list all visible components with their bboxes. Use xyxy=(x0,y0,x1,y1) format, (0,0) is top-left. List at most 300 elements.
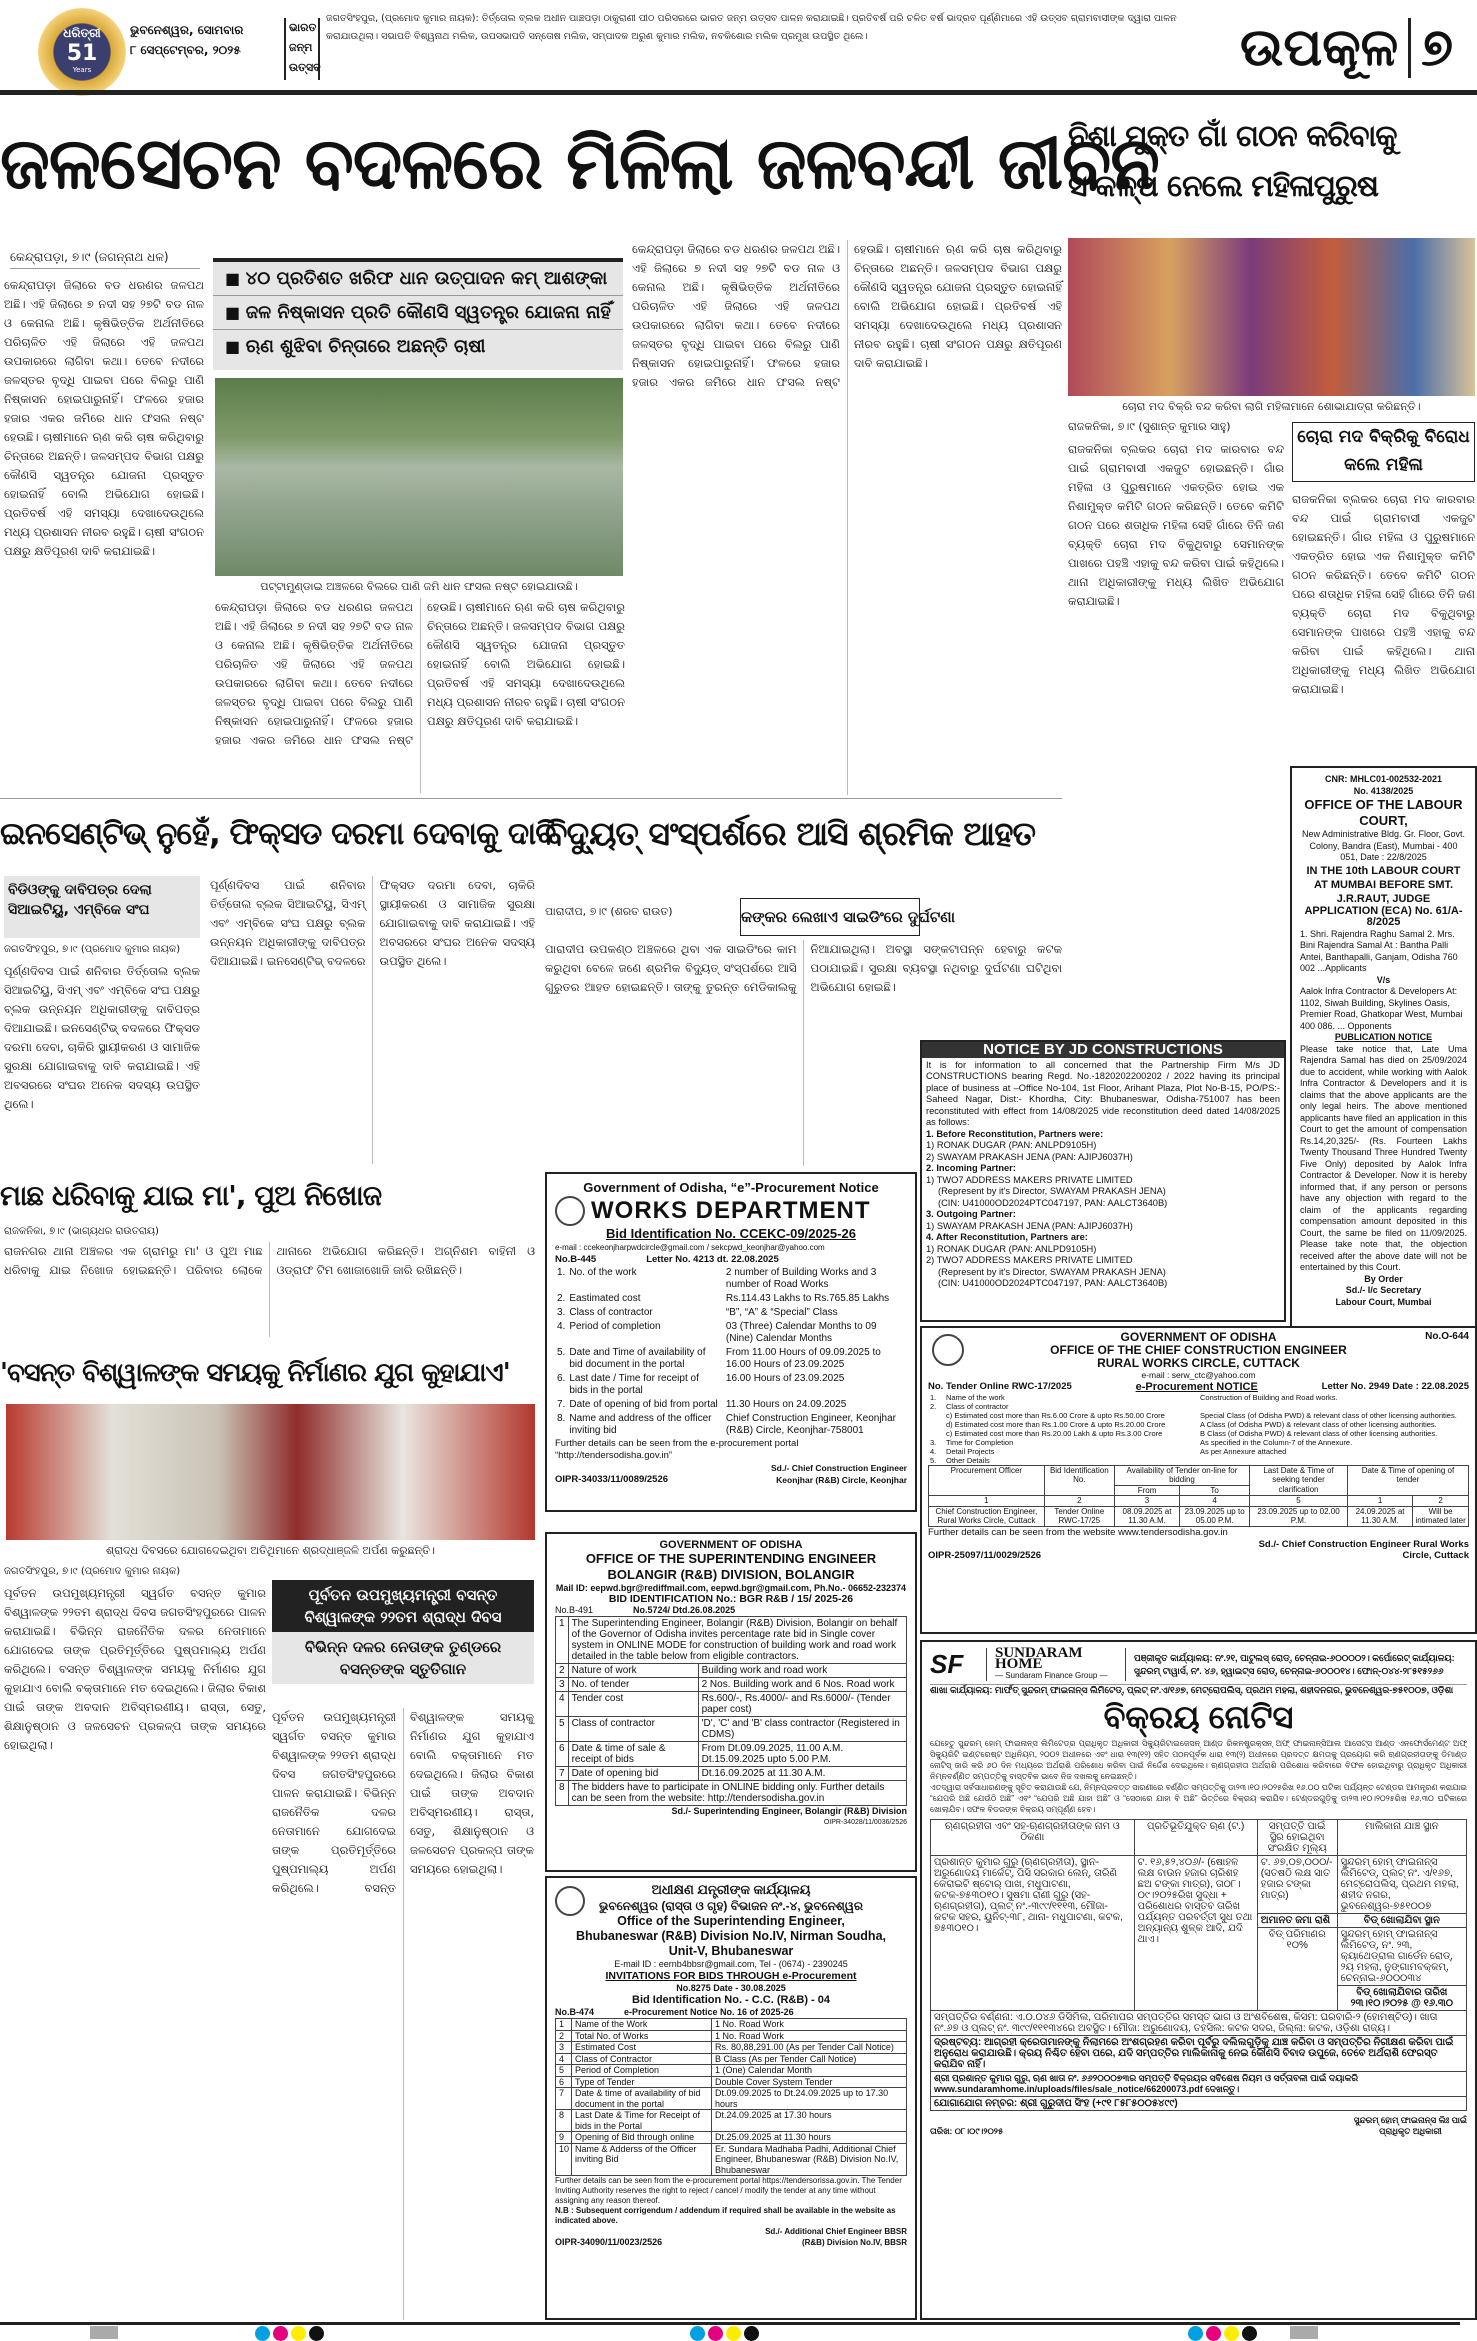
table-cell: Name of the work xyxy=(946,1392,1005,1402)
table-cell: Time for Completion xyxy=(946,1437,1014,1447)
th-inspect: ମାଲିକାନା ଯାଞ୍ଚ ସ୍ଥାନ xyxy=(1337,1820,1466,1856)
bgr-sign: Sd./- Superintending Engineer, Bolangir (R&B) Division xyxy=(671,1806,907,1816)
table-cell: 1 (One) Calendar Month xyxy=(712,2065,907,2077)
applicants: 1. Shri. Rajendra Raghu Samal 2. Mrs. Bini Rajendra Samal At : Bantha Palli Antei, Banthapalli, Ganjam, Odisha 760 002 ...Applicants xyxy=(1300,928,1458,973)
table-cell: “B”, “A” & “Special” Class xyxy=(725,1307,838,1318)
table-cell: 6 xyxy=(556,2076,572,2088)
bid-place-label: ବିଡ୍ ଖୋଲାଯିବା ସ୍ଥାନ xyxy=(1337,1914,1466,1928)
bolangir-notice xyxy=(545,1532,917,1872)
table-row xyxy=(556,2042,907,2054)
table-row xyxy=(556,2088,907,2110)
table-row xyxy=(556,2019,907,2031)
jd-line: 2) SWAYAM PRAKASH JENA (PAN: AJIPJ6037H) xyxy=(926,1151,1133,1162)
rural-tender-table xyxy=(928,1465,1469,1527)
column-subheader: To xyxy=(1180,1485,1250,1496)
table-cell: 2 xyxy=(556,1664,569,1678)
column-header: Bid Identification No. xyxy=(1044,1465,1114,1496)
right-lead-headline: ନିଶା ମୁକ୍ତ ଗାଁ ଗଠନ କରିବାକୁ ସଂକଳ୍ପ ନେଲେ ମହିଳାପୁରୁଷ xyxy=(1068,119,1397,204)
bottom-rule xyxy=(0,2322,1460,2325)
bid-date-cell xyxy=(1337,1986,1466,2011)
table-cell: Name of the Work xyxy=(572,2019,712,2031)
color-dot xyxy=(690,2326,705,2341)
table-cell: 1 xyxy=(556,2019,572,2031)
bbsr-odia-2: ଭୁବନେଶ୍ୱର (ରାସ୍ତା ଓ ଗୃହ) ବିଭାଜନ ନଂ.-୪, ଭୁବନେଶ୍ୱର xyxy=(599,1899,863,1913)
rural-l3: RURAL WORKS CIRCLE, CUTTACK xyxy=(1097,1356,1300,1370)
quote-2: ବିଭିନ୍ନ ଦଳର ନେତାଙ୍କ ତୁଣ୍ଡରେ ବସନ୍ତଙ୍କ ସ୍ତୁତିଗାନ xyxy=(272,1632,534,1684)
works-bid-id: Bid Identification No. CCEKC-09/2025-26 xyxy=(606,1226,856,1241)
table-cell: 16.00 Hours of 23.09.2025 xyxy=(725,1373,845,1384)
logo-text: ଧରିତ୍ରୀ xyxy=(63,26,101,40)
table-row xyxy=(556,1678,907,1692)
table-cell: 4 xyxy=(556,1692,569,1717)
table-cell: 2. xyxy=(930,1401,937,1411)
works-sign: Sd./- Chief Construction Engineer Keonjhar (R&B) Circle, Keonjhar xyxy=(770,1463,907,1485)
bbsr-l3: Unit-V, Bhubaneswar xyxy=(668,1944,794,1958)
case-no: No. 4138/2025 xyxy=(1353,785,1414,796)
bgr-oipr: OIPR-34028/11/0036/2526 xyxy=(823,1819,907,1826)
color-dot xyxy=(708,2326,723,2341)
column-header: Procurement Officer xyxy=(929,1465,1045,1496)
table-cell: c) Estimated cost more than Rs.6.00 Crore & upto Rs.50.00 Crore xyxy=(946,1410,1165,1420)
bid-date-label: ବିଡ୍ ଖୋଲାଯିବାର ତାରିଖ xyxy=(1356,1987,1448,1998)
story5-body-1: ପୂର୍ବତନ ଉପମୁଖ୍ୟମନ୍ତ୍ରୀ ସ୍ୱର୍ଗତ ବସନ୍ତ କୁମାର ବିଶ୍ୱାଳଙ୍କ ୨୨ତମ ଶ୍ରାଦ୍ଧ ଦିବସ ଜଗତସିଂହପୁରରେ ପାଳନ କରାଯାଇଛି। ବିଭିନ୍ନ ରାଜନୈତିକ ଦଳର ନେତାମାନେ ଯୋଗଦେଇ ତାଙ୍କ ପ୍ରତିମୂର୍ତ୍ତିରେ ପୁଷ୍ପମାଲ୍ୟ ଅର୍ପଣ କରିଥିଲେ। ବସନ୍ତ ବିଶ୍ୱାଳଙ୍କ ସମୟକୁ ନିର୍ମାଣର ଯୁଗ କୁହାଯାଏ ବୋଲି ବକ୍ତାମାନେ ମତ ଦେଇଥିଲେ। ଜିଲାର ବିକାଶ ପାଇଁ ତାଙ୍କ ଅବଦାନ ଅବିସ୍ମରଣୀୟ। ରାସ୍ତା, ସେତୁ, ଶିକ୍ଷାନୁଷ୍ଠାନ ଓ ଜଳସେଚନ ପ୍ରକଳ୍ପ ତାଙ୍କ ସମୟରେ ହୋଇଥିଲା। xyxy=(4,1586,266,1752)
table-row xyxy=(556,2065,907,2077)
bgr-bid: BID IDENTIFICATION No.: BGR R&B / 15/ 2025-26 xyxy=(608,1593,854,1605)
table-cell: Building work and road work xyxy=(698,1664,906,1678)
column-number: 5 xyxy=(1250,1496,1348,1507)
story5-dateline: ଜଗତସିଂହପୁର, ୭।୯ (ପ୍ରମୋଦ କୁମାର ନାୟକ) xyxy=(4,1566,181,1577)
color-dot xyxy=(1206,2326,1221,2341)
table-cell: 3. xyxy=(930,1437,937,1447)
column-number: 1 xyxy=(929,1496,1045,1507)
note: ଦ୍ରଷ୍ଟବ୍ୟ: ଆଗ୍ରହୀ କ୍ରେତାମାନଙ୍କୁ ନିଲାମରେ ଅଂଶଗ୍ରହଣ କରିବା ପୂର୍ବରୁ ଦଲିଲଗୁଡ଼ିକୁ ଯାଞ୍ଚ କରିବା ଓ ସମ୍ପତ୍ତିର ନିରୀକ୍ଷଣ କରିବା ପାଇଁ ଅନୁରୋଧ କରାଯାଉଛି। କ୍ରୟ ନିଶ୍ଚିତ ହେବା ପରେ, ଯଦି ସମ୍ପତ୍ତିର ମାଲିକାନାକୁ ନେଇ କୌଣସି ବିବାଦ ଉପୁଜେ, ତେବେ ଅର୍ଥରାଶି ଫେରସ୍ତ କରାଯିବ ନାହିଁ। xyxy=(931,2036,1467,2072)
table-row xyxy=(555,1412,907,1438)
table-cell: 'D', 'C' and 'B' class contractor (Registered in CDMS) xyxy=(698,1717,906,1742)
table-cell: Construction of Building and Road works. xyxy=(1200,1392,1338,1402)
color-dot xyxy=(273,2326,288,2341)
loan: ଟ. ୧୬,୫୨,୪୦୬/- (ଷୋହଳ ଲକ୍ଷ ବାଉନ ହଜାର ଚାରିଶହ ଛଅ ଟଙ୍କା ମାତ୍ର), ତା୦୮।୦୯।୨୦୨୫ରିଖ ସୁଦ୍ଧା + ପରିଶୋଧର ବାସ୍ତବ ତାରିଖ ପର୍ଯ୍ୟନ୍ତ ପରବର୍ତ୍ତୀ ସୁଧ ତଥା ଅନ୍ୟାନ୍ୟ ଶୁଳ୍କ ଆଦି, ଯଦି ଥାଏ। xyxy=(1134,1856,1257,2011)
rural-sign: Sd./- Chief Construction Engineer Rural Works Circle, Cuttack xyxy=(1258,1538,1469,1561)
rural-email: e-mail : serw_ctc@yahoo.com xyxy=(1141,1370,1256,1380)
table-cell: As per Annexure attached xyxy=(1200,1446,1287,1456)
reserve: ଟ. ୬୭,୦୭,୦୦୦/- (ସତଷଠି ଲକ୍ଷ ସାତ ହଜାର ଟଙ୍କା ମାତ୍ର) xyxy=(1257,1856,1337,1914)
right-lead-body-2: ରାଜକନିକା ବ୍ଲକର ଚୋରା ମଦ କାରବାର ବନ୍ଦ ପାଇଁ ଗ୍ରାମବାସୀ ଏକଜୁଟ ହୋଇଛନ୍ତି। ଗାଁର ମହିଳା ଓ ପୁରୁଷମାନେ ଏକତ୍ରିତ ହୋଇ ଏକ ନିଶାମୁକ୍ତ କମିଟି ଗଠନ କରିଛନ୍ତି। ତେବେ କମିଟି ଗଠନ ପରେ ଶତାଧିକ ମହିଳା ସେହି ଗାଁରେ ତିନି ଜଣ ବ୍ୟକ୍ତି ଚୋରା ମଦ ବିକୁଥିବାରୁ ସେମାନଙ୍କ ପାଖରେ ପହଞ୍ଚି ଏହାକୁ ବନ୍ଦ କରିବା ପାଇଁ କହିଥିଲେ। ଥାନା ଅଧିକାରୀଙ୍କୁ ମଧ୍ୟ ଲିଖିତ ଅଭିଯୋଗ କରାଯାଇଛି। xyxy=(1292,492,1475,696)
table-cell: B Class (of Odisha PWD) & relevant class of other licensing authorities. xyxy=(1200,1428,1438,1438)
table-row xyxy=(556,1717,907,1742)
table-row xyxy=(556,1767,907,1781)
versus: V/s xyxy=(1376,974,1391,985)
bid-date: ୨୩।୧୦।୨୦୨୫ @ ୧୬.୩୦ xyxy=(1350,1998,1453,2009)
bbsr-invitation: INVITATIONS FOR BIDS THROUGH e-Procurement xyxy=(605,1970,857,1982)
table-cell: Date & time of availability of bid document in the portal xyxy=(572,2088,712,2110)
bbsr-further: Further details can be seen from the e-procurement portal https://tendersorissa.gov.in. The Tender Inviting Authority reserves the right to reject / cancel / modify the tender at any time without assigning any reason thereof. xyxy=(555,2176,902,2205)
header-blurb: ଜଗତସିଂହପୁର, (ପ୍ରମୋଦ କୁମାର ନାୟକ): ତିର୍ତ୍ତୋଲ ବ୍ଲକ ଅଧୀନ ପାଞ୍ଚପଡ଼ା ଠାକୁରାଣୀ ପୀଠ ପରିସରରେ ଭାରତ ଜନ୍ମ ଉତ୍ସବ ପାଳନ କରାଯାଇଛି। ପ୍ରତିବର୍ଷ ପରି ଚଳିତ ବର୍ଷ ଭାଦ୍ରବ ପୂର୍ଣ୍ଣିମାରେ ଏହି ଉତ୍ସବ ଗ୍ରାମବାସୀଙ୍କ ଦ୍ୱାରା ପାଳନ କରାଯାଉଥିଲା। ସଭାପତି ବିଶ୍ୱନାଥ ମଲିକ, ଉପସଭାପତି ସନ୍ତୋଷ ମଲିକ, ସମ୍ପାଦକ ଅରୁଣ କୁମାର ମଲିକ, ନବକିଶୋର ମଲିକ ପ୍ରମୁଖ ଉପସ୍ଥିତ ଥିଲେ। xyxy=(326,13,1177,42)
table-cell: Tender Online RWC-17/25 xyxy=(1044,1506,1114,1526)
sign-2: Sd./- I/c Secretary xyxy=(1345,1285,1422,1295)
sundaram-branch: ଶାଖା କାର୍ଯ୍ୟାଳୟ: ମାର୍ଫତ୍ ସୁନ୍ଦରମ୍ ଫାଇନାନ୍ସ ଲିମିଟେଡ୍, ପ୍ଲଟ୍ ନଂ.ଏ/୧୬୭, ମେଟ୍ରୋପଲିସ୍, ପ୍ରଥମ ମହଲା, ଶହୀଦନଗର, ଭୁବନେଶ୍ୱର-୭୫୧୦୦୭, ଓଡ଼ିଶା xyxy=(930,1685,1454,1695)
table-row xyxy=(555,1292,907,1306)
bbsr-sign: Sd./- Additional Chief Engineer BBSR (R&B) Division No.IV, BBSR xyxy=(765,2227,907,2247)
sundaram-brand: SUNDARAM HOME xyxy=(995,1645,1083,1672)
logo-sub: Years xyxy=(72,66,92,74)
bgr-last: The bidders have to participate in ONLINE bidding only. Further details can be seen from the website: http://tendersodisha.gov.in xyxy=(568,1781,906,1806)
table-cell: 3 xyxy=(556,2042,572,2054)
table-cell: Dt.16.09.2025 at 11.30 A.M. xyxy=(698,1767,906,1781)
jd-line: 3. Outgoing Partner: xyxy=(926,1209,1016,1219)
table-row xyxy=(929,1506,1469,1526)
color-dot xyxy=(255,2326,270,2341)
row-num: 1 xyxy=(556,1617,569,1664)
works-further: Further details can be seen from the e-procurement portal “http://tendersodisha.gov.in” xyxy=(555,1438,799,1461)
column-number: 1 xyxy=(1347,1496,1412,1507)
masthead-rule xyxy=(0,90,1477,95)
table-cell: From 11.00 Hours of 09.09.2025 to 16.00 Hours of 23.09.2025 xyxy=(725,1347,881,1370)
table-cell: 2 number of Building Works and 3 number of Road Works xyxy=(725,1267,877,1290)
table-row xyxy=(556,1742,907,1767)
women-rally-photo xyxy=(1068,238,1475,396)
sale-table xyxy=(930,1819,1467,2111)
table-cell: No. of the work xyxy=(569,1267,637,1278)
column-number: 3 xyxy=(1114,1496,1179,1507)
story5-caption: ଶ୍ରାଦ୍ଧ ଦିବସରେ ଯୋଗଦେଇଥିବା ଅତିଥିମାନେ ଶ୍ରଦ୍ଧାଞ୍ଜଳି ଅର୍ପଣ କରୁଛନ୍ତି। xyxy=(106,1544,435,1557)
story2-dateline: ଜଗତସିଂହପୁର, ୭।୯ (ପ୍ରମୋଦ କୁମାର ନାୟକ) xyxy=(4,944,181,955)
table-cell: Special Class (of Odisha PWD) & relevant class of other licensing authorities. xyxy=(1200,1410,1457,1420)
table-cell: Name and address of the officer inviting bid xyxy=(569,1413,712,1436)
emd-label: ଅମାନତ ଜମା ରାଶି xyxy=(1257,1914,1337,1928)
table-cell: 1. xyxy=(930,1392,937,1402)
bbsr-odia-1: ଅଧୀକ୍ଷଣ ଯନ୍ତ୍ରୀଙ୍କ କାର୍ଯ୍ୟାଳୟ xyxy=(651,1882,811,1897)
jd-line: 1. Before Reconstitution, Partners were: xyxy=(926,1128,1104,1139)
cnr: CNR: MHLC01-002532-2021 xyxy=(1324,774,1443,784)
table-cell: Type of Tender xyxy=(572,2076,712,2088)
color-dot xyxy=(1224,2326,1239,2341)
table-cell: B Class (As per Tender Call Notice) xyxy=(712,2053,907,2065)
sign-1: By Order xyxy=(1364,1273,1403,1284)
table-cell: Date of opening bid xyxy=(568,1767,698,1781)
jd-text: It is for information to all concerned that the Partnership Firm M/s JD CONSTRUCTIONS bearing Regd. No.-1820202200202 / 2022 having its principal place of business at –Office No-104, 1st Floor, Arihant Plaza, Plot No-B-15, PO/PS:- Saheed Nagar, Dist:- Khordha, City: Bhubaneswar, Odisha-751007 has been reconstituted with effect from 14/08/2025 vide reconstitution deed dated 14/08/2025 as follows: xyxy=(926,1059,1280,1127)
works-no: No.B-445 xyxy=(555,1254,597,1265)
application-no: APPLICATION (ECA) No. 61/A-8/2025 xyxy=(1304,904,1463,928)
table-row xyxy=(556,2076,907,2088)
sundaram-sale-notice xyxy=(920,1640,1477,2320)
table-cell: c) Estimated cost more than Rs.20.00 Lakh & upto Rs.3.00 Crore xyxy=(946,1428,1163,1438)
contact: ଯୋଗାଯୋଗ ନମ୍ବର: ଶ୍ରୀ ଗୁରୁଦୀପ ସିଂହ (+୯୧ ୮୫୮୫୦୦୫୪୯୯) xyxy=(931,2097,1467,2111)
story4-headline: ମାଛ ଧରିବାକୁ ଯାଇ ମା', ପୁଅ ନିଖୋଜ xyxy=(0,1179,382,1212)
jd-line: 2. Incoming Partner: xyxy=(926,1163,1016,1173)
table-cell: Period of Completion xyxy=(572,2065,712,2077)
story2-body-2: ପୂର୍ଣ୍ଣଦିବସ ପାଇଁ ଶନିବାର ତିର୍ତ୍ତୋଲ ବ୍ଲକ ସିଆଇଟିୟୁ, ସିଏମ୍ ଏବଂ ଏମ୍‌ବିକେ ସଂଘ ପକ୍ଷରୁ ବ୍ଲକ ଉନ୍ନୟନ ଅଧିକାରୀଙ୍କୁ ଦାବିପତ୍ର ଦିଆଯାଇଛି। ଇନସେଣ୍ଟିଭ୍ ବଦଳରେ ଫିକ୍ସଡ ଦରମା ଦେବା, ଚାକିରି ସ୍ଥାୟୀକରଣ ଓ ସାମାଜିକ ସୁରକ୍ଷା ଯୋଗାଇବାକୁ ଦାବି କରାଯାଇଛି। ଏହି ଅବସରରେ ସଂଘର ଅନେକ ସଦସ୍ୟ ଉପସ୍ଥିତ ଥିଲେ। xyxy=(210,878,535,968)
table-cell: Rs.114.43 Lakhs to Rs.765.85 Lakhs xyxy=(725,1293,890,1304)
inspect-place: ସୁନ୍ଦରମ୍ ହୋମ୍ ଫାଇନାନ୍ସ ଲିମିଟେଡ୍, ପ୍ଲଟ୍ ନଂ. ଏ/୧୬୭, ମେଟ୍ରୋପଲିସ୍, ପ୍ରଥମ ମହଲା, ଶହୀଦ ନଗର, ଭୁବନେଶ୍ୱର-୭୫୧୦୦୭ xyxy=(1337,1856,1466,1914)
bbsr-l2: Bhubaneswar (R&B) Division No.IV, Nirman Soudha, xyxy=(576,1929,886,1943)
table-row xyxy=(555,1372,907,1398)
table-row xyxy=(555,1266,907,1292)
table-cell: Rs. 80,88,291.00 (As per Tender Call Notice) xyxy=(712,2042,907,2054)
table-cell: Class of contractor xyxy=(568,1717,698,1742)
issue-date: ୮ ସେପ୍ଟେମ୍ବର, ୨୦୨୫ xyxy=(130,43,241,57)
table-cell: 3. xyxy=(557,1307,566,1318)
table-cell: 24.09.2025 at 11.30 A.M. xyxy=(1347,1506,1412,1526)
table-cell: No. of tender xyxy=(568,1678,698,1692)
table-cell: d) Estimated cost more than Rs.1.00 Crore & upto Rs.20.00 Crore xyxy=(946,1419,1166,1429)
jd-line: 1) RONAK DUGAR (PAN: ANLPD9105H) xyxy=(926,1140,1097,1150)
story4-body: ରାଜନଗର ଥାନା ଅଞ୍ଚଳର ଏକ ଗ୍ରାମରୁ ମା' ଓ ପୁଅ ମାଛ ଧରିବାକୁ ଯାଇ ନିଖୋଜ ହୋଇଛନ୍ତି। ପରିବାର ଲୋକେ ଥାନାରେ ଅଭିଯୋଗ କରିଛନ୍ତି। ଅଗ୍ନିଶମ ବାହିନୀ ଓ ଓଡ୍ରାଫ ଟିମ ଖୋଜାଖୋଜି ଜାରି ରଖିଛନ୍ତି। xyxy=(4,1244,535,1277)
table-cell: From Dt.09.09.2025, 11.00 A.M. Dt.15.09.2025 upto 5.00 P.M. xyxy=(698,1742,906,1767)
table-row xyxy=(556,1664,907,1678)
rural-oipr: OIPR-25097/11/0029/2526 xyxy=(928,1550,1042,1561)
rural-tender: No. Tender Online RWC-17/2025 xyxy=(928,1380,1072,1392)
rural-l2: OFFICE OF THE CHIEF CONSTRUCTION ENGINEER xyxy=(1050,1343,1347,1357)
jd-line: (Represent by it's Director, SWAYAM PRAKASH JENA) xyxy=(938,1266,1166,1277)
table-cell: Date of opening of bid from portal xyxy=(569,1399,718,1410)
column-header: Availability of Tender on-line for bidding xyxy=(1114,1465,1249,1485)
table-cell: Last Date & Time for Receipt of bids in the Portal xyxy=(572,2110,712,2132)
color-dot xyxy=(1188,2326,1203,2341)
odisha-emblem-icon xyxy=(555,1196,585,1226)
court-title: OFFICE OF THE LABOUR COURT, xyxy=(1304,797,1463,828)
bullet-3: ■ ଋଣ ଶୁଝିବା ଚିନ୍ତାରେ ଅଛନ୍ତି ଚାଷୀ xyxy=(213,330,623,363)
column-subheader: From xyxy=(1114,1485,1179,1496)
lead-headline: ଜଳସେଚନ ବଦଳରେ ମିଳିଲା ଜଳବନ୍ଦୀ ଜୀବନ xyxy=(0,121,1159,205)
table-row xyxy=(556,1692,907,1717)
table-row xyxy=(928,1420,1469,1429)
bgr-l3: BOLANGIR (R&B) DIVISION, BOLANGIR xyxy=(607,1567,855,1582)
table-cell: Er. Sundara Madhaba Padhi, Additional Chief Engineer, Bhubaneswar (R&B) Division No.IV, Bhubaneswar xyxy=(712,2143,907,2176)
court-name: IN THE 10th LABOUR COURT AT MUMBAI BEFORE SMT. J.R.RAUT, JUDGE xyxy=(1306,864,1461,905)
jd-line: (CIN: U41000OD2024PTC047197, PAN: AALCT3640B) xyxy=(938,1278,1168,1288)
column-number: 4 xyxy=(1180,1496,1250,1507)
bid-place: ସୁନ୍ଦରମ୍ ହୋମ୍ ଫାଇନାନ୍ସ ଲିମିଟେଡ୍, ନଂ. ୨୩, କ୍ୟାଥେଡ୍ରାଲ ଗାର୍ଡେନ ରୋଡ୍, ୨ୟ ମହଲା, ନୁଙ୍ଗାମବକ୍କମ୍, ଚେନ୍ନାଇ-୬୦୦୦୩୪ xyxy=(1337,1928,1466,1986)
table-cell: 1. xyxy=(557,1267,566,1278)
sundaram-logo: SF xyxy=(930,1649,964,1679)
bbsr-l1: Office of the Superintending Engineer, xyxy=(617,1914,845,1928)
table-cell: Last date / Time for receipt of bids in the portal xyxy=(569,1373,699,1396)
color-dot xyxy=(726,2326,741,2341)
table-row xyxy=(928,1429,1469,1438)
table-row xyxy=(928,1456,1469,1465)
right-sub-headline: ଚୋରା ମଦ ବିକ୍ରିକୁ ବିରୋଧ କଲେ ମହିଳା xyxy=(1292,422,1475,482)
sale-date: ତାରିଖ: ୦୮।୦୯।୨୦୨୫ xyxy=(930,2126,1004,2136)
sign-3: Labour Court, Mumbai xyxy=(1335,1296,1432,1307)
table-cell: 2. xyxy=(557,1293,566,1304)
table-cell: 5. xyxy=(557,1347,566,1358)
table-cell: 1 No. Road Work xyxy=(712,2019,907,2031)
table-cell: Class of contractor xyxy=(946,1401,1009,1411)
table-row xyxy=(555,1398,907,1412)
odisha-emblem-icon xyxy=(932,1334,964,1366)
bgr-mail: Mail ID: eepwd.bgr@rediffmail.com, eepwd.bgr@gmail.com, Ph.No.- 06652-232374 xyxy=(555,1583,907,1593)
table-row xyxy=(556,2143,907,2176)
bbsr-no: No.8275 Date - 30.08.2025 xyxy=(676,1983,786,1993)
th-borrower: ଋଣଗ୍ରହୀତା ଏବଂ ସହ-ଋଣଗ୍ରହୀତାଙ୍କ ନାମ ଓ ଠିକଣା xyxy=(931,1820,1135,1856)
sale-notice-title: ବିକ୍ରୟ ନୋଟିସ xyxy=(1103,1699,1294,1735)
logo-years: 51 xyxy=(66,41,98,66)
table-cell: Date & time of sale & receipt of bids xyxy=(568,1742,698,1767)
story3-sub: କଙ୍କର ଲେଖାଏ ସାଇଡିଂରେ ଦୁର୍ଘଟଣା xyxy=(740,898,920,936)
table-cell: 8 xyxy=(556,2110,572,2132)
dateline-header xyxy=(130,20,280,60)
table-cell: 9 xyxy=(556,2132,572,2144)
table-cell: Detail Projects xyxy=(946,1446,995,1456)
table-cell: 2 xyxy=(556,2030,572,2042)
terms: ଶ୍ରୀ ପ୍ରଶାନ୍ତ କୁମାର ଗୁରୁ, ଋଣ ଖାତା ନଂ. ୬୬୨୦୦୦୭୩ର ସମ୍ପତ୍ତି ବିକ୍ରୟର ସବିଶେଷ ନିୟମ ଓ ସର୍ତ୍ତାବଳୀ ପାଇଁ ଦୟାକରି www.sundaramhome.in/uploads/files/sale_notice/66200073.pdf ଦେଖନ୍ତୁ। xyxy=(931,2072,1467,2097)
table-cell: 5 xyxy=(556,2065,572,2077)
table-cell: 2 Nos. Building work and 6 Nos. Road work xyxy=(698,1678,906,1692)
table-cell: Class of contractor xyxy=(569,1307,653,1318)
jd-line: 1) TWO7 ADDRESS MAKERS PRIVATE LIMITED xyxy=(926,1174,1133,1185)
table-cell: Date and Time of availability of bid document in the portal xyxy=(569,1347,706,1370)
table-cell: Eastimated cost xyxy=(569,1293,641,1304)
jd-line: 1) SWAYAM PRAKASH JENA (PAN: AJIPJ6037H) xyxy=(926,1220,1133,1231)
rural-l1: GOVERNMENT OF ODISHA xyxy=(1120,1330,1277,1344)
quote-1: ପୂର୍ବତନ ଉପମୁଖ୍ୟମନ୍ତ୍ରୀ ବସନ୍ତ ବିଶ୍ୱାଳଙ୍କ ୨୨ତମ ଶ୍ରାଦ୍ଧ ଦିବସ xyxy=(272,1580,534,1632)
color-dot xyxy=(1242,2326,1257,2341)
table-cell: 7. xyxy=(557,1399,566,1410)
table-row xyxy=(555,1320,907,1346)
table-cell: Nature of work xyxy=(568,1664,698,1678)
opponent: Aalok Infra Contractor & Developers At: 1102, Siwah Building, Skylines Oasis, Premier Road, Ghatkopar West, Mumbai 400 086. ... Opponents xyxy=(1300,986,1463,1031)
bhubaneswar-table xyxy=(555,2018,907,2176)
table-cell: 4. xyxy=(557,1321,566,1332)
table-cell: Name & Adderss of the Officer inviting Bid xyxy=(572,2143,712,2176)
bbsr-enotice: e-Procurement Notice No. 16 of 2025-26 xyxy=(624,2007,794,2017)
sale-para-1: ଯେହେତୁ ସୁନ୍ଦରମ୍ ହୋମ୍ ଫାଇନାନ୍ସ ଲିମିଟେଡ୍‌ର ପ୍ରାଧିକୃତ ଅଧିକାରୀ ସିକ୍ୟୁରିଟାଇଜେସନ୍ ଆଣ୍ଡ ରିକନଷ୍ଟ୍ରକ୍ସନ୍ ଅଫ୍ ଫାଇନାନ୍ସିଆଲ ଆସେଟ୍ସ ଆଣ୍ଡ ଏନଫୋର୍ସମେଣ୍ଟ ଅଫ୍ ସିକ୍ୟୁରିଟି ଇଣ୍ଟରେଷ୍ଟ ଅଧିନିୟମ, ୨୦୦୨ ଅଧୀନରେ ଏବଂ ଧାରା ୧୩(୧୨) ସହିତ ପଠନପୂର୍ବକ ଧାରା ୧୩(୨) ଅଧୀନରେ ପ୍ରଦତ୍ତ କ୍ଷମତାକୁ ପ୍ରୟୋଗ କରି ଋଣଗ୍ରହୀତାଙ୍କୁ ଡିମାଣ୍ଡ ନୋଟିସ୍ ଜାରି କରି ୬୦ ଦିନ ମଧ୍ୟରେ ଅର୍ଥରାଶି ପରିଶୋଧ କରିବା ପାଇଁ ନିର୍ଦ୍ଦେଶ ଦେଇଥିଲେ। ଋଣଗ୍ରହୀତା ଅର୍ଥରାଶି ପରିଶୋଧ କରିବାରେ ବିଫଳ ହୋଇଥିବାରୁ ପ୍ରାଧିକୃତ ଅଧିକାରୀ ନିମ୍ନବର୍ଣ୍ଣିତ ସମ୍ପତ୍ତିକୁ ବାସ୍ତବିକ ଭାବେ ନିଜ ଦଖଲକୁ ନେଇଛନ୍ତି। xyxy=(930,1739,1467,1781)
story5-quote-box xyxy=(272,1580,534,1700)
bgr-intro: The Superintending Engineer, Bolangir (R&B) Division, Bolangir on behalf of the Governor of Odisha invites percentage rate bid in Single cover system in ONLINE MODE for construction of building work and road work detailed in the table below from eligible contractors. xyxy=(568,1617,906,1664)
works-letter: Letter No. 4213 dt. 22.08.2025 xyxy=(646,1254,779,1265)
labour-court-notice xyxy=(1290,766,1477,1331)
table-row xyxy=(556,1617,907,1664)
table-row xyxy=(928,1411,1469,1420)
section-name: ଉପକୂଳ xyxy=(1240,17,1399,78)
table-cell: Total No. of Works xyxy=(572,2030,712,2042)
story2-sub: ବିଡିଓଙ୍କୁ ଦାବିପତ୍ର ଦେଲା ସିଆଇଟିୟୁ, ଏମ୍‌ବିକେ ସଂଘ xyxy=(4,876,200,938)
works-department-notice xyxy=(545,1172,917,1512)
table-cell: Tender cost xyxy=(568,1692,698,1717)
table-cell: Dt.25.09.2025 at 11.30 hours xyxy=(712,2132,907,2144)
table-numbers xyxy=(929,1496,1469,1507)
table-row xyxy=(928,1402,1469,1411)
lead-dateline: କେନ୍ଦ୍ରାପଡ଼ା, ୭।୯ (ଜଗନ୍ନାଥ ଧଳ) xyxy=(10,250,200,269)
story3-body: ପାରାଦୀପ ଉପକଣ୍ଠ ଅଞ୍ଚଳରେ ଥିବା ଏକ ସାଇଡିଂରେ କାମ କରୁଥିବା ବେଳେ ଜଣେ ଶ୍ରମିକ ବିଦ୍ୟୁତ୍ ସଂସ୍ପର୍ଶରେ ଆସି ଗୁରୁତର ଆହତ ହୋଇଛନ୍ତି। ତାଙ୍କୁ ତୁରନ୍ତ ମେଡିକାଲକୁ ନିଆଯାଇଥିଲା। ଅବସ୍ଥା ସଙ୍କଟାପନ୍ନ ହେବାରୁ କଟକ ପଠାଯାଇଛି। ସୁରକ୍ଷା ବ୍ୟବସ୍ଥା ନଥିବାରୁ ଦୁର୍ଘଟଣା ଘଟିଥିବା ଅଭିଯୋଗ ହୋଇଛି। xyxy=(545,942,1062,994)
jd-line: 1) RONAK DUGAR (PAN: ANLPD9105H) xyxy=(926,1243,1097,1254)
table-cell: 6. xyxy=(557,1373,566,1384)
story5-body-2: ପୂର୍ବତନ ଉପମୁଖ୍ୟମନ୍ତ୍ରୀ ସ୍ୱର୍ଗତ ବସନ୍ତ କୁମାର ବିଶ୍ୱାଳଙ୍କ ୨୨ତମ ଶ୍ରାଦ୍ଧ ଦିବସ ଜଗତସିଂହପୁରରେ ପାଳନ କରାଯାଇଛି। ବିଭିନ୍ନ ରାଜନୈତିକ ଦଳର ନେତାମାନେ ଯୋଗଦେଇ ତାଙ୍କ ପ୍ରତିମୂର୍ତ୍ତିରେ ପୁଷ୍ପମାଲ୍ୟ ଅର୍ପଣ କରିଥିଲେ। ବସନ୍ତ ବିଶ୍ୱାଳଙ୍କ ସମୟକୁ ନିର୍ମାଣର ଯୁଗ କୁହାଯାଏ ବୋଲି ବକ୍ତାମାନେ ମତ ଦେଇଥିଲେ। ଜିଲାର ବିକାଶ ପାଇଁ ତାଙ୍କ ଅବଦାନ ଅବିସ୍ମରଣୀୟ। ରାସ୍ତା, ସେତୁ, ଶିକ୍ଷାନୁଷ୍ଠାନ ଓ ଜଳସେଚନ ପ୍ରକଳ୍ପ ତାଙ୍କ ସମୟରେ ହୋଇଥିଲା। xyxy=(272,1710,534,1895)
works-email: e-mail : ccekeonjharpwdcircle@gmail.com / sekcpwd_keonjhar@yahoo.com xyxy=(555,1243,825,1252)
jd-line: 4. After Reconstitution, Partners are: xyxy=(926,1232,1088,1242)
table-cell: Period of completion xyxy=(569,1321,661,1332)
court-address: New Administrative Bldg. Gr. Floor, Govt. Colony, Bandra (East), Mumbai - 400 051, Date : 22/8/2025 xyxy=(1301,829,1466,862)
table-cell: 8. xyxy=(557,1413,566,1424)
works-title: WORKS DEPARTMENT xyxy=(591,1197,871,1224)
publication-text: Please take notice that, Late Uma Rajendra Samal has died on 25/09/2024 due to accident, while working with Aalok Infra Contractor & Developers and it is claims that the above applicants are the only legal heirs. The above mentioned applicants have filed an application in this Court to get the amount of compensation Rs.14,20,325/- (Rs. Fourteen Lakhs Twenty Thousand Three Hundred Twenty Five Only) deposited by Aalok Infra Contractor & Developer. Now it is hereby informed that, if any person or persons have any objection with regard to the claim of the applicants regarding compensation amount deposited in this Court, the same be filed on 11/09/2025. Please take note that, the objection received after the above date will not be entertained by this Court. xyxy=(1300,1043,1467,1272)
lead-body-lower: କେନ୍ଦ୍ରାପଡ଼ା ଜିଲାରେ ବଡ ଧରଣର ଜଳପଥ ଅଛି। ଏହି ଜିଲାରେ ୭ ନଦୀ ସହ ୨୭ଟି ବଡ ନାଳ ଓ କେନାଲ ଅଛି। କୃଷିଭିତ୍ତିକ ଅର୍ଥନୀତିରେ ପରିଚାଳିତ ଏହି ଜିଲାରେ ଏହି ଜଳପଥ ଉପକାରରେ ଲାଗିବା କଥା। ତେବେ ନଦୀରେ ଜଳସ୍ତର ବୃଦ୍ଧି ପାଇବା ପରେ ବିଲରୁ ପାଣି ନିଷ୍କାସନ ହୋଇପାରୁନାହିଁ। ଫଳରେ ହଜାର ହଜାର ଏକର ଜମିରେ ଧାନ ଫସଲ ନଷ୍ଟ ହେଉଛି। ଚାଷୀମାନେ ଋଣ କରି ଚାଷ କରିଥିବାରୁ ଚିନ୍ତାରେ ଅଛନ୍ତି। ଜଳସମ୍ପଦ ବିଭାଗ ପକ୍ଷରୁ କୌଣସି ସ୍ୱତନ୍ତ୍ର ଯୋଜନା ପ୍ରସ୍ତୁତ ହୋଇନାହିଁ ବୋଲି ଅଭିଯୋଗ ହୋଇଛି। ପ୍ରତିବର୍ଷ ଏହି ସମସ୍ୟା ଦେଖାଦେଉଥିଲେ ମଧ୍ୟ ପ୍ରଶାସନ ନୀରବ ରହୁଛି। ଚାଷୀ ସଂଗଠନ ପକ୍ଷରୁ କ୍ଷତିପୂରଣ ଦାବି କରାଯାଇଛି। xyxy=(215,600,625,747)
lead-photo-caption: ପଟ୍ଟାମୁଣ୍ଡାଇ ଅଞ୍ଚଳରେ ବିଲରେ ପାଣି ଜମି ଧାନ ଫସଲ ନଷ୍ଟ ହୋଇଯାଉଛି। xyxy=(260,580,578,593)
table-row xyxy=(556,2030,907,2042)
table-cell xyxy=(928,1420,944,1429)
bbsr-nb: N.B : Subsequent corrigendum / addendum if required shall be available in the website as indicated above. xyxy=(555,2206,896,2225)
table-cell: 4 xyxy=(556,2053,572,2065)
table-row xyxy=(556,2110,907,2132)
bbsr-oipr: OIPR-34090/11/0023/2526 xyxy=(555,2237,663,2247)
table-cell: 5. xyxy=(930,1455,937,1465)
table-row xyxy=(928,1438,1469,1447)
table-row xyxy=(928,1393,1469,1402)
rural-eproc: e-Procurement NOTICE xyxy=(1135,1380,1258,1393)
table-cell: 03 (Three) Calendar Months to 09 (Nine) Calendar Months xyxy=(725,1321,877,1344)
rural-works-notice xyxy=(920,1326,1477,1634)
bolangir-table xyxy=(555,1616,907,1806)
sale-sign-1: ସୁନ୍ଦରମ୍ ହୋମ୍ ଫାଇନାନ୍ସ ଲିଃ ପାଇଁ xyxy=(1353,2115,1467,2125)
table-cell: A Class (of Odisha PWD) & relevant class of other licensing authorities. xyxy=(1200,1419,1437,1429)
table-cell: 3 xyxy=(556,1678,569,1692)
story3-headline: ବିଦ୍ୟୁତ୍ ସଂସ୍ପର୍ଶରେ ଆସି ଶ୍ରମିକ ଆହତ xyxy=(545,814,1036,853)
section-title xyxy=(1240,8,1470,88)
table-cell: 23.09.2025 up to 05.00 P.M. xyxy=(1180,1506,1250,1526)
color-dot xyxy=(291,2326,306,2341)
table-cell: 5 xyxy=(556,1717,569,1742)
table-cell: 4. xyxy=(930,1446,937,1456)
column-number: 2 xyxy=(1044,1496,1114,1507)
bgr-l1: GOVERNMENT OF ODISHA xyxy=(659,1539,803,1551)
bhubaneswar-notice xyxy=(545,1876,917,2320)
table-row xyxy=(556,1781,907,1806)
story2-body: ପୂର୍ଣ୍ଣଦିବସ ପାଇଁ ଶନିବାର ତିର୍ତ୍ତୋଲ ବ୍ଲକ ସିଆଇଟିୟୁ, ସିଏମ୍ ଏବଂ ଏମ୍‌ବିକେ ସଂଘ ପକ୍ଷରୁ ବ୍ଲକ ଉନ୍ନୟନ ଅଧିକାରୀଙ୍କୁ ଦାବିପତ୍ର ଦିଆଯାଇଛି। ଇନସେଣ୍ଟିଭ୍ ବଦଳରେ ଫିକ୍ସଡ ଦରମା ଦେବା, ଚାକିରି ସ୍ଥାୟୀକରଣ ଓ ସାମାଜିକ ସୁରକ୍ଷା ଯୋଗାଇବାକୁ ଦାବି କରାଯାଇଛି। ଏହି ଅବସରରେ ସଂଘର ଅନେକ ସଦସ୍ୟ ଉପସ୍ଥିତ ଥିଲେ। xyxy=(4,964,200,1111)
right-lead-body: ରାଜକନିକା ବ୍ଲକର ଚୋରା ମଦ କାରବାର ବନ୍ଦ ପାଇଁ ଗ୍ରାମବାସୀ ଏକଜୁଟ ହୋଇଛନ୍ତି। ଗାଁର ମହିଳା ଓ ପୁରୁଷମାନେ ଏକତ୍ରିତ ହୋଇ ଏକ ନିଶାମୁକ୍ତ କମିଟି ଗଠନ କରିଛନ୍ତି। ତେବେ କମିଟି ଗଠନ ପରେ ଶତାଧିକ ମହିଳା ସେହି ଗାଁରେ ତିନି ଜଣ ବ୍ୟକ୍ତି ଚୋରା ମଦ ବିକୁଥିବାରୁ ସେମାନଙ୍କ ପାଖରେ ପହଞ୍ଚି ଏହାକୁ ବନ୍ଦ କରିବା ପାଇଁ କହିଥିଲେ। ଥାନା ଅଧିକାରୀଙ୍କୁ ମଧ୍ୟ ଲିଖିତ ଅଭିଯୋଗ କରାଯାଇଛି। xyxy=(1068,442,1284,608)
color-dot xyxy=(744,2326,759,2341)
odisha-emblem-icon xyxy=(555,1886,585,1916)
sale-para-2: ଏତଦ୍ୱାରା ସର୍ବସାଧାରଣଙ୍କୁ ସୂଚିତ କରାଯାଉଛି ଯେ, ନିମ୍ନପ୍ରଦତ୍ତ ସାରଣୀରେ ବର୍ଣ୍ଣିତ ସମ୍ପତ୍ତିକୁ ଡା୨୩।୧୦।୨୦୨୫ରିଖ ୧୬.୦୦ ଘଟିକା ପର୍ଯ୍ୟନ୍ତ ଟେଣ୍ଡର ଆମନ୍ତ୍ରଣ କରାଯାଇ “ଯେପରି ଅଛି ଯେଉଁଠି ଅଛି” ଏବଂ “ଯେପରି ଅଛି ଯାହା ଅଛି” ଓ “ସେଠାରେ ଯାହା ବି ଅଛି” ଭିତ୍ତିରେ ବିକ୍ରୟ କରାଯିବ। ଟେଣ୍ଡରଗୁଡ଼ିକୁ ଡା୨୩।୧୦।୨୦୨୫ରିଖ ୧୬.୩୦ ଘଟିକାରେ ଖୋଲାଯିବ। ସଫଳ ବିଡରଙ୍କ ବିକ୍ରୟ ସମ୍ପୂର୍ଣ୍ଣ ହେବ। xyxy=(930,1783,1467,1814)
table-cell xyxy=(928,1411,944,1420)
table-cell: As specified in the Column-7 of the Annexure. xyxy=(1200,1437,1353,1447)
table-cell: Chief Construction Engineer, Keonjhar (R&B) Circle, Keonjhar-758001 xyxy=(725,1413,896,1436)
table-cell: Opening of Bid through online xyxy=(572,2132,712,2144)
rural-no: No.O-644 xyxy=(1425,1331,1469,1342)
bgr-dtd: No.5724/ Dtd.26.08.2025 xyxy=(633,1605,736,1615)
jd-title: NOTICE BY JD CONSTRUCTIONS xyxy=(922,1042,1284,1058)
property: ସମ୍ପତ୍ତିର ବର୍ଣ୍ଣନା: ଏ.୦.୦୪୬ ଡିସିମିଲ, ପରିମାପର ସମ୍ପତ୍ତିର ସମସ୍ତ ଭାଗ ଓ ଅଂଶବିଶେଷ, କିସମ: ଘରବାରି-୨ (ହୋମଷ୍ଟିଡ୍)। ଖାତା ନଂ.୬୭ ଓ ପ୍ଲଟ୍ ନଂ. ୩୯୯/୧୧୧୩୪ରେ ଅବସ୍ଥିତ। ମୌଜା: ଅରୁଣୋଦୟ, ତହସିଲ: କଟକ ସଦର, ଜିଲ୍ଲା: କଟକ, ଓଡ଼ିଶା ରାଜ୍ୟ। xyxy=(931,2011,1467,2036)
table-cell: 1 No. Road Work xyxy=(712,2030,907,2042)
table-cell xyxy=(928,1429,944,1438)
lead-body-col1: କେନ୍ଦ୍ରାପଡ଼ା ଜିଲାରେ ବଡ ଧରଣର ଜଳପଥ ଅଛି। ଏହି ଜିଲାରେ ୭ ନଦୀ ସହ ୨୭ଟି ବଡ ନାଳ ଓ କେନାଲ ଅଛି। କୃଷିଭିତ୍ତିକ ଅର୍ଥନୀତିରେ ପରିଚାଳିତ ଏହି ଜିଲାରେ ଏହି ଜଳପଥ ଉପକାରରେ ଲାଗିବା କଥା। ତେବେ ନଦୀରେ ଜଳସ୍ତର ବୃଦ୍ଧି ପାଇବା ପରେ ବିଲରୁ ପାଣି ନିଷ୍କାସନ ହୋଇପାରୁନାହିଁ। ଫଳରେ ହଜାର ହଜାର ଏକର ଜମିରେ ଧାନ ଫସଲ ନଷ୍ଟ ହେଉଛି। ଚାଷୀମାନେ ଋଣ କରି ଚାଷ କରିଥିବାରୁ ଚିନ୍ତାରେ ଅଛନ୍ତି। ଜଳସମ୍ପଦ ବିଭାଗ ପକ୍ଷରୁ କୌଣସି ସ୍ୱତନ୍ତ୍ର ଯୋଜନା ପ୍ରସ୍ତୁତ ହୋଇନାହିଁ ବୋଲି ଅଭିଯୋଗ ହୋଇଛି। ପ୍ରତିବର୍ଷ ଏହି ସମସ୍ୟା ଦେଖାଦେଉଥିଲେ ମଧ୍ୟ ପ୍ରଶାସନ ନୀରବ ରହୁଛି। ଚାଷୀ ସଂଗଠନ ପକ୍ଷରୁ କ୍ଷତିପୂରଣ ଦାବି କରାଯାଇଛି। xyxy=(4,278,204,558)
works-table xyxy=(555,1266,907,1438)
table-cell: Other Details xyxy=(946,1455,990,1465)
table-cell: Double Cover System Tender xyxy=(712,2076,907,2088)
bbsr-email: E-mail ID : eernb4bbsr@gmail.com, Tel - (0674) - 2390245 xyxy=(614,1959,848,1969)
jd-line: 2) TWO7 ADDRESS MAKERS PRIVATE LIMITED xyxy=(926,1255,1133,1265)
table-cell: Will be intimated later xyxy=(1413,1506,1469,1526)
lead-bullets xyxy=(213,258,623,370)
table-row xyxy=(555,1306,907,1320)
works-top: Government of Odisha, “e”-Procurement Notice xyxy=(583,1180,879,1195)
flooded-field-photo xyxy=(215,378,623,576)
festival-label: ଭାରତ ଜନ୍ମ ଉତ୍ସବ xyxy=(284,18,320,80)
table-row xyxy=(556,2132,907,2144)
table-cell: 23.09.2025 up to 02.00 P.M. xyxy=(1250,1506,1348,1526)
lead-body-right: କେନ୍ଦ୍ରାପଡ଼ା ଜିଲାରେ ବଡ ଧରଣର ଜଳପଥ ଅଛି। ଏହି ଜିଲାରେ ୭ ନଦୀ ସହ ୨୭ଟି ବଡ ନାଳ ଓ କେନାଲ ଅଛି। କୃଷିଭିତ୍ତିକ ଅର୍ଥନୀତିରେ ପରିଚାଳିତ ଏହି ଜିଲାରେ ଏହି ଜଳପଥ ଉପକାରରେ ଲାଗିବା କଥା। ତେବେ ନଦୀରେ ଜଳସ୍ତର ବୃଦ୍ଧି ପାଇବା ପରେ ବିଲରୁ ପାଣି ନିଷ୍କାସନ ହୋଇପାରୁନାହିଁ। ଫଳରେ ହଜାର ହଜାର ଏକର ଜମିରେ ଧାନ ଫସଲ ନଷ୍ଟ ହେଉଛି। ଚାଷୀମାନେ ଋଣ କରି ଚାଷ କରିଥିବାରୁ ଚିନ୍ତାରେ ଅଛନ୍ତି। ଜଳସମ୍ପଦ ବିଭାଗ ପକ୍ଷରୁ କୌଣସି ସ୍ୱତନ୍ତ୍ର ଯୋଜନା ପ୍ରସ୍ତୁତ ହୋଇନାହିଁ ବୋଲି ଅଭିଯୋଗ ହୋଇଛି। ପ୍ରତିବର୍ଷ ଏହି ସମସ୍ୟା ଦେଖାଦେଉଥିଲେ ମଧ୍ୟ ପ୍ରଶାସନ ନୀରବ ରହୁଛି। ଚାଷୀ ସଂଗଠନ ପକ୍ଷରୁ କ୍ଷତିପୂରଣ ଦାବି କରାଯାଇଛି। xyxy=(632,242,1062,389)
emd: ବିଡ୍ ପରିମାଣର ୧୦% xyxy=(1257,1928,1337,2011)
grey-patch xyxy=(90,2326,118,2339)
page-number: ୭ xyxy=(1421,17,1454,78)
works-oipr: OIPR-34033/11/0089/2526 xyxy=(555,1474,669,1485)
story3-dateline: ପାରାଦୀପ, ୭।୯ (ଶରତ ରାଉତ) xyxy=(545,905,673,918)
rural-letter: Letter No. 2949 Date : 22.08.2025 xyxy=(1321,1380,1469,1392)
column-header: Last Date & Time of seeking tender clarification xyxy=(1250,1465,1348,1496)
table-cell xyxy=(1194,1402,1469,1411)
table-cell: Rs.600/-, Rs.4000/- and Rs.6000/- (Tender paper cost) xyxy=(698,1692,906,1717)
bgr-l2: OFFICE OF THE SUPERINTENDING ENGINEER xyxy=(585,1551,877,1566)
story5-headline: 'ବସନ୍ତ ବିଶ୍ୱାଳଙ୍କ ସମୟକୁ ନିର୍ମାଣର ଯୁଗ କୁହାଯାଏ' xyxy=(0,1358,510,1388)
